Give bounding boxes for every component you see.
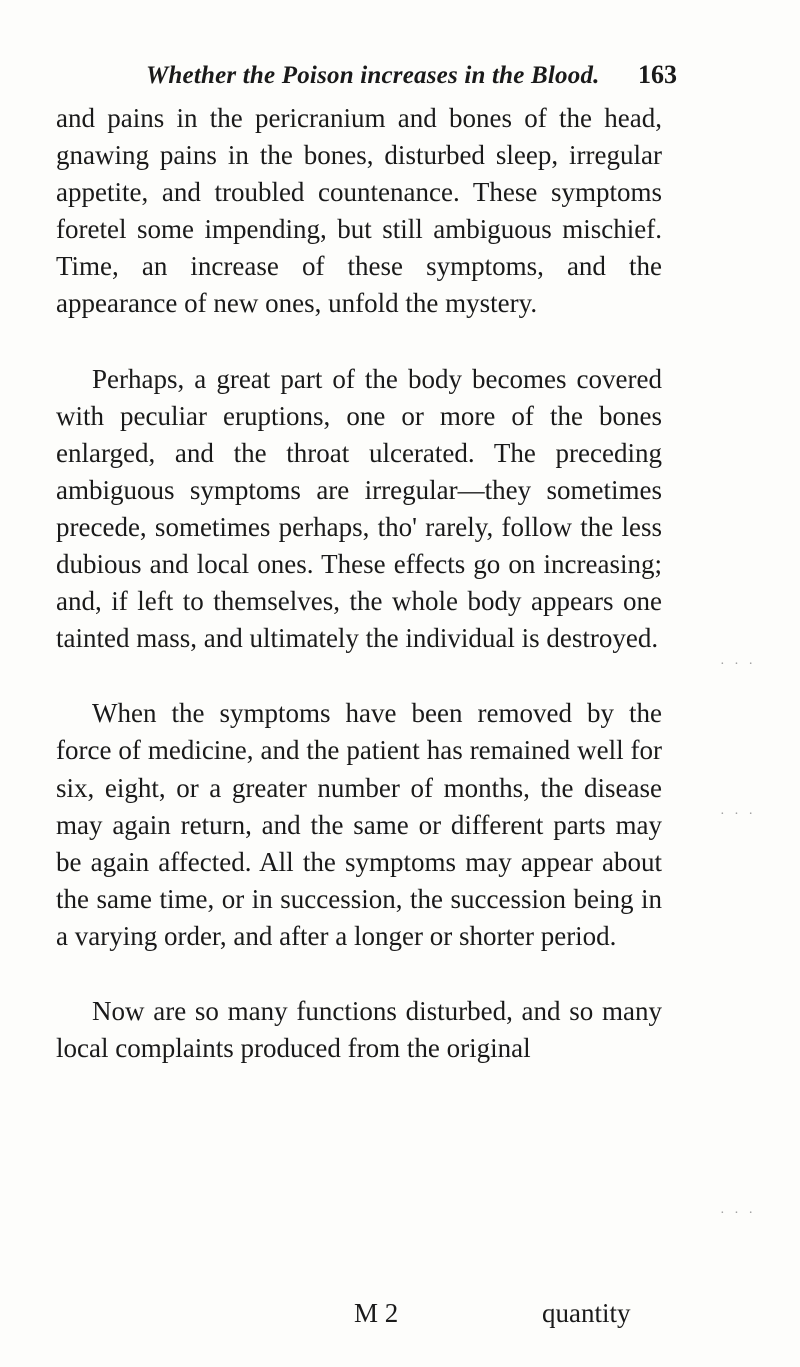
paragraph-4: Now are so many functions disturbed, and so many local complaints produced from the original: [56, 995, 662, 1064]
signature-mark: M 2: [354, 1298, 399, 1328]
margin-bleed-mark: · · ·: [720, 1206, 756, 1221]
body-text: [56, 100, 662, 1067]
margin-bleed-mark: · · ·: [720, 807, 756, 822]
margin-bleed-mark: · · ·: [720, 657, 756, 672]
paragraph-2: Perhaps, a great part of the body becomes covered with peculiar eruptions, one or more of the bones enlarged, and the throat ulcerated. The preceding ambiguous symptoms are irregular—they sometimes precede, sometimes perhaps, tho' rarely, follow the less dubious and local ones. These effects go on increasing; and, if left to themselves, the whole body appears one tainted mass, and ultimately the individual is destroyed.: [56, 363, 662, 654]
paragraph-1: and pains in the pericranium and bones of the head, gnawing pains in the bones, disturbed sleep, irregular appetite, and troubled countenance. These symptoms foretel some impending, but still ambiguous mischief. Time, an increase of these symptoms, and the appearance of new ones, unfold the mystery.: [56, 103, 662, 319]
page-number: 163: [638, 60, 677, 89]
catchword: quantity: [542, 1298, 631, 1328]
paragraph-3: When the symptoms have been removed by the force of medicine, and the patient has remained well for six, eight, or a greater number of months, the disease may again return, and the same or different parts may be again affected. All the symptoms may appear about the same time, or in succession, the succession being in a varying order, and after a longer or shorter period.: [56, 698, 662, 951]
running-head: Whether the Poison increases in the Blood.: [146, 62, 600, 89]
